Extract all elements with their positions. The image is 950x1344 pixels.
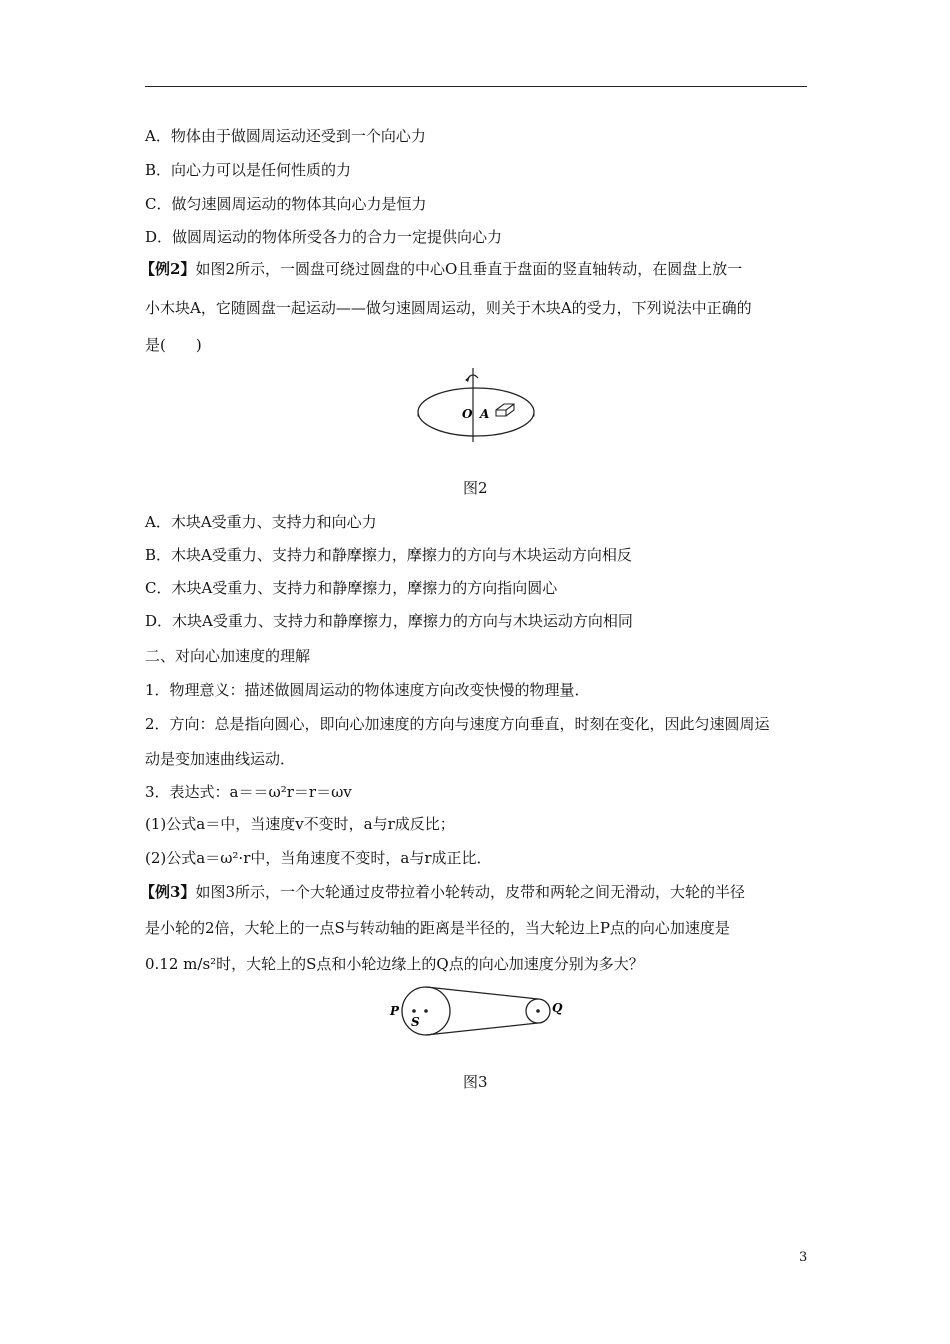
figure-2-label-o: O — [462, 407, 473, 421]
q1-option-c: C．做匀速圆周运动的物体其向心力是恒力 — [145, 195, 427, 213]
figure-3-label-p: P — [390, 1004, 400, 1018]
section2-expression: 3．表达式：a＝＝ω²r＝r＝ωv — [145, 783, 352, 801]
figure-3-label-s: S — [411, 1015, 420, 1029]
example2-option-c: C．木块A受重力、支持力和静摩擦力，摩擦力的方向指向圆心 — [145, 579, 558, 597]
section2-p2-line1: 2．方向：总是指向圆心，即向心加速度的方向与速度方向垂直，时刻在变化，因此匀速圆周运 — [145, 715, 770, 733]
q1-option-d: D．做圆周运动的物体所受各力的合力一定提供向心力 — [145, 228, 503, 246]
page-number: 3 — [799, 1250, 808, 1265]
example3-line2: 是小轮的2倍，大轮上的一点S与转动轴的距离是半径的，当大轮边上P点的向心加速度是 — [145, 919, 730, 937]
figure-2-label-a: A — [480, 407, 490, 421]
section2-heading: 二、对向心加速度的理解 — [145, 647, 311, 665]
example3-text1: 如图3所示，一个大轮通过皮带拉着小轮转动，皮带和两轮之间无滑动，大轮的半径 — [195, 883, 745, 901]
section2-p2-line2: 动是变加速曲线运动． — [145, 750, 296, 768]
header-rule — [145, 86, 807, 87]
figure-3-caption: 图3 — [463, 1073, 488, 1091]
figure-2-caption: 图2 — [463, 479, 488, 497]
figure-3-label-q: Q — [552, 1001, 563, 1015]
example2-option-b: B．木块A受重力、支持力和静摩擦力，摩擦力的方向与木块运动方向相反 — [145, 546, 632, 564]
example2-tag: 【例2】 — [140, 260, 196, 278]
q1-option-a: A．物体由于做圆周运动还受到一个向心力 — [145, 127, 426, 145]
example2-line2: 小木块A，它随圆盘一起运动——做匀速圆周运动，则关于木块A的受力，下列说法中正确的 — [145, 299, 752, 317]
example2-option-d: D．木块A受重力、支持力和静摩擦力，摩擦力的方向与木块运动方向相同 — [145, 612, 633, 630]
section2-p1: 1．物理意义：描述做圆周运动的物体速度方向改变快慢的物理量． — [145, 681, 590, 699]
example3-line1 — [140, 882, 745, 902]
figure-3-pulleys — [386, 984, 566, 1040]
figure-2-disc — [410, 366, 542, 444]
example2-text1: 如图2所示，一圆盘可绕过圆盘的中心O且垂直于盘面的竖直轴转动，在圆盘上放一 — [195, 260, 743, 278]
q1-option-b: B．向心力可以是任何性质的力 — [145, 161, 352, 179]
example2-option-a: A．木块A受重力、支持力和向心力 — [145, 513, 377, 531]
section2-formula-2: (2)公式a＝ω²·r中，当角速度不变时，a与r成正比． — [145, 849, 492, 867]
example2-line1 — [140, 259, 742, 279]
section2-formula-1: (1)公式a＝中，当速度v不变时，a与r成反比； — [145, 815, 455, 833]
example3-tag: 【例3】 — [140, 883, 196, 901]
example2-line3: 是( ) — [145, 336, 202, 354]
example3-line3: 0.12 m/s²时，大轮上的S点和小轮边缘上的Q点的向心加速度分别为多大？ — [145, 955, 644, 973]
